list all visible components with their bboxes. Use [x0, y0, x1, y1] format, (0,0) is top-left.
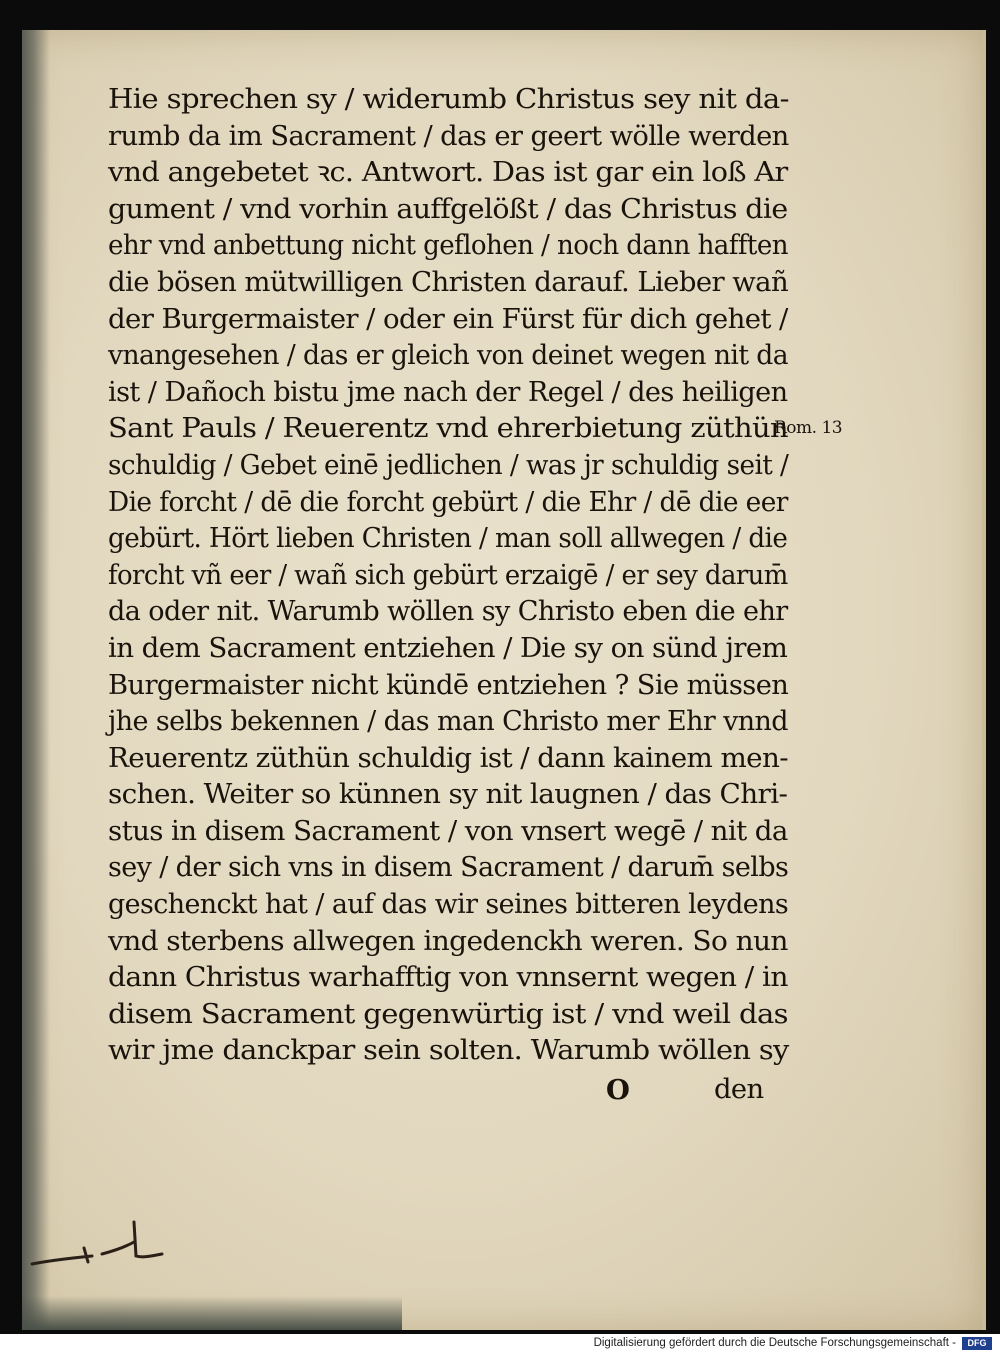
footer-credit: Digitalisierung gefördert durch die Deutsche Forschungsgemeinschaft - — [593, 1337, 956, 1349]
text-line: Hie sprechen sy / widerumb Christus sey nit da- — [108, 84, 789, 115]
text-line: Die forcht / dē die forcht gebürt / die Ehr / dē die eer — [108, 486, 788, 518]
text-line: forcht vñ eer / wañ sich gebürt erzaigē / er sey darum̄ — [108, 559, 788, 591]
text-line: ehr vnd anbettung nicht geflohen / noch dann hafften — [108, 230, 788, 262]
text-line: schuldig / Gebet einē jedlichen / was jr schuldig seit / — [108, 449, 789, 481]
text-line: jhe selbs bekennen / das man Christo mer Ehr vnnd — [108, 706, 788, 738]
text-line: die bösen mütwilligen Christen darauf. Lieber wañ — [108, 266, 789, 298]
text-line: stus in disem Sacrament / von vnsert wegē / nit da — [108, 815, 788, 847]
text-line: schen. Weiter so künnen sy nit laugnen / das Chri- — [108, 779, 788, 811]
page-gutter-edge — [22, 30, 50, 1330]
signature-mark: O — [606, 1074, 630, 1107]
text-line: Sant Pauls / Reuerentz vnd ehrerbietung züthün — [108, 413, 788, 445]
text-line: in dem Sacrament entziehen / Die sy on sünd jrem — [108, 632, 788, 664]
text-line: disem Sacrament gegenwürtig ist / vnd weil das — [108, 998, 788, 1030]
page-foot-line — [108, 1072, 798, 1109]
text-line: Reuerentz züthün schuldig ist / dann kainem men- — [108, 742, 789, 774]
text-line: Burgermaister nicht kündē entziehen ? Sie müssen — [108, 669, 789, 701]
text-line: ist / Dañoch bistu jme nach der Regel / des heiligen — [108, 376, 788, 408]
text-line: da oder nit. Warumb wöllen sy Christo eben die ehr — [108, 596, 788, 628]
text-line: gebürt. Hört lieben Christen / man soll allwegen / die — [108, 523, 788, 555]
handwritten-mark-icon — [22, 1216, 202, 1286]
text-line: vnangesehen / das er gleich von deinet wegen nit da — [108, 340, 789, 372]
book-page — [22, 30, 986, 1330]
dfg-logo-icon: DFG — [962, 1337, 992, 1350]
text-line: dann Christus warhafftig von vnnsernt wegen / in — [108, 962, 788, 994]
body-text — [108, 82, 798, 1109]
marginal-note: Rom. 13 — [774, 418, 843, 438]
text-line: sey / der sich vns in disem Sacrament / darum̄ selbs — [108, 852, 789, 884]
catchword: den — [714, 1074, 764, 1106]
text-line: vnd sterbens allwegen ingedenckh weren. So nun — [108, 925, 788, 957]
text-line: geschenckt hat / auf das wir seines bitteren leydens — [108, 889, 789, 921]
text-line: vnd angebetet ꝛc. Antwort. Das ist gar ein loß Ar — [108, 157, 788, 189]
footer-strip — [0, 1334, 1000, 1354]
text-line: wir jme danckpar sein solten. Warumb wöllen sy — [108, 1035, 789, 1067]
page-bottom-edge — [22, 1296, 402, 1330]
text-line: gument / vnd vorhin auffgelößt / das Christus die — [108, 193, 788, 225]
text-line: der Burgermaister / oder ein Fürst für dich gehet / — [108, 303, 788, 335]
text-line: rumb da im Sacrament / das er geert wölle werden — [108, 120, 789, 152]
